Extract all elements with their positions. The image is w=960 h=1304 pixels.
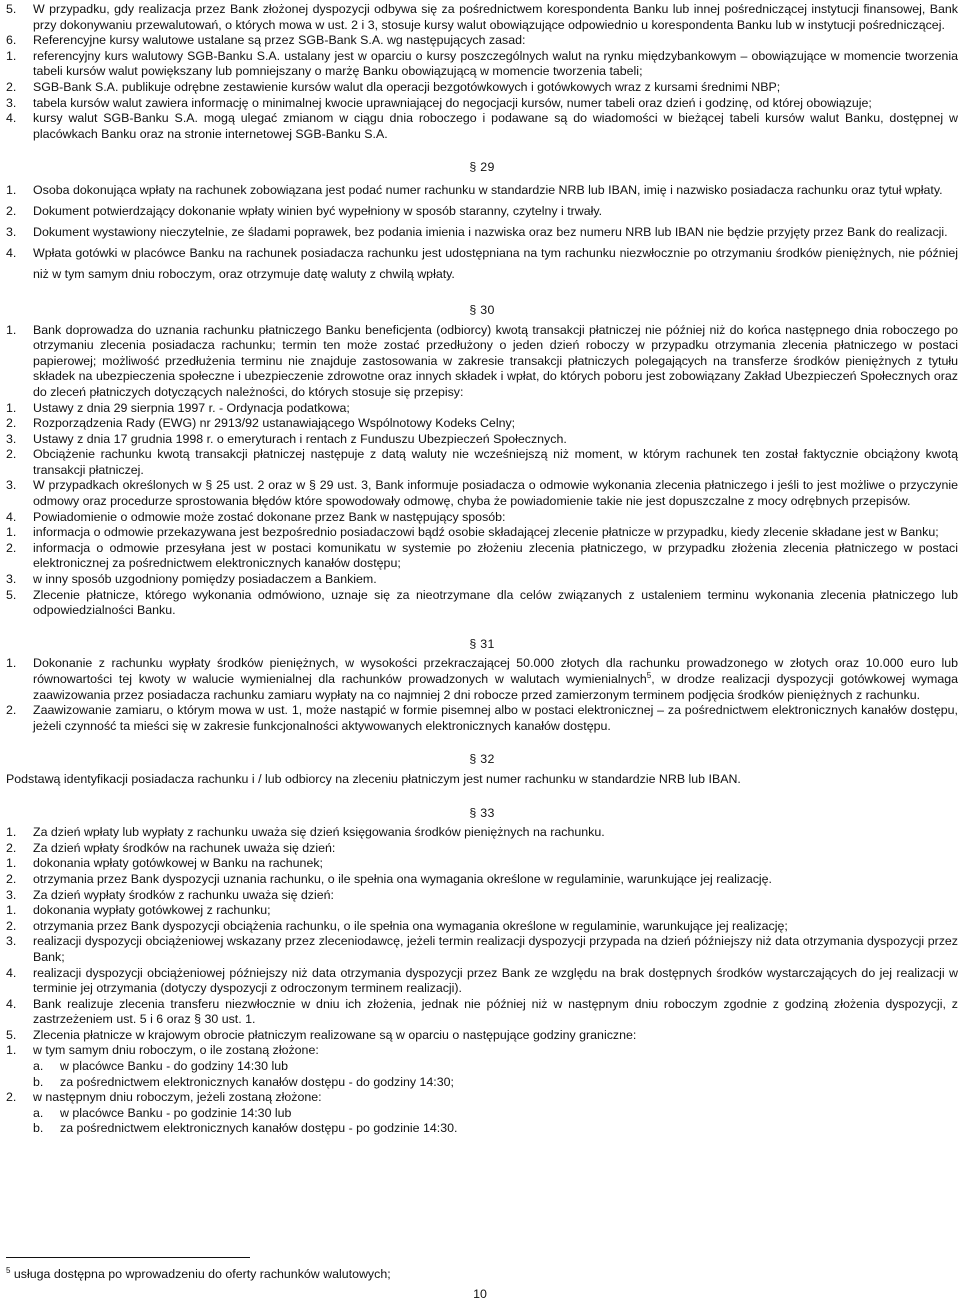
paragraph: 3. W przypadkach określonych w § 25 ust. 2 oraz w § 29 ust. 3, Bank informuje posiadacza o odmowie wykonania zlecenia płatniczego i jeśli to jest możliwe o przyczynie odmowy oraz procedurze sprostowania błędów które spowodowały odmowę, chyba że powiadomienie takie nie jest dopuszczalne z mocy odrębnych przepisów. bbox=[6, 478, 958, 509]
sub-list-item: b. za pośrednictwem elektronicznych kanałów dostępu - do godziny 14:30; bbox=[33, 1074, 454, 1089]
paragraph: 2. Obciążenie rachunku kwotą transakcji płatniczej następuje z datą waluty nie wcześniejszą niż moment, w którym rachunek ten został faktycznie obciążony kwotą transakcji płatniczej. bbox=[6, 447, 958, 477]
list-item: 3. tabela kursów walut zawiera informację o minimalnej kwocie uprawniającej do negocjacji kursów, numer tabeli oraz dzień i godzinę, od której obowiązuje; bbox=[6, 95, 872, 110]
list-item: 4. realizacji dyspozycji obciążeniowej późniejszy niż data otrzymania dyspozycji przez Bank ze względu na brak dostępnych środków wystarczających do jej realizacji w terminie jej otrzymania (dotyczy dyspozycji z odroczonym terminem realizacji). bbox=[6, 965, 958, 996]
page-number: 10 bbox=[473, 1287, 487, 1301]
section-heading-30: § 30 bbox=[469, 302, 495, 317]
paragraph-6: 6. Referencyjne kursy walutowe ustalane są przez SGB-Bank S.A. wg następujących zasad: bbox=[6, 33, 526, 48]
footnote-mark: 5 bbox=[6, 1265, 11, 1275]
paragraph: 2. Zaawizowanie zamiaru, o którym mowa w ust. 1, może nastąpić w formie pisemnej albo w postaci elektronicznej – za pośrednictwem elektronicznych kanałów dostępu, jeżeli czynność ta mieści się w zakresie funkcjonalności aktywowanych elektronicznych kanałów dostępu. bbox=[6, 703, 958, 733]
paragraph: 3. Za dzień wypłaty środków z rachunku uważa się dzień: bbox=[6, 887, 334, 902]
paragraph: 1. Bank doprowadza do uznania rachunku płatniczego Banku beneficjenta (odbiorcy) kwotą transakcji płatniczej nie później niż do końca następnego dnia roboczego po otrzymaniu zlecenia posiadacza rachunku; termin ten może zostać przedłużony o jeden dzień roboczy w przypadku otrzymania zlecenia płatniczego w postaci papierowej; możliwość przedłużenia terminu nie znajduje zastosowania w zakresie transakcji płatniczych polegających na transferze środków pieniężnych z tytułu składek na ubezpieczenia społeczne i ubezpieczenie zdrowotne oraz innych składek i wpłat, do których poboru jest zobowiązany Zakład Ubezpieczeń Społecznych oraz do zleceń płatniczych dotyczących należności, do których stosuje się przepisy: bbox=[6, 322, 958, 399]
list-item: 1. Osoba dokonująca wpłaty na rachunek zobowiązana jest podać numer rachunku w standardzie NRB lub IBAN, imię i nazwisko posiadacza rachunku oraz tytuł wpłaty. bbox=[6, 182, 943, 197]
paragraph: 4. Bank realizuje zlecenia transferu niezwłocznie w dniu ich złożenia, jednak nie później niż w następnym dniu roboczym zgodnie z godziną złożenia dyspozycji, z zastrzeżeniem ust. 5 i 6 oraz § 30 ust. 1. bbox=[6, 996, 958, 1027]
footnote: $^5$ usługa dostępna po wprowadzeniu do oferty rachunków walutowych; bbox=[6, 1265, 391, 1281]
list-item: 2. otrzymania przez Bank dyspozycji obciążenia rachunku, o ile spełnia ona wymagania określone w regulaminie, warunkujące jej realizację; bbox=[6, 918, 788, 933]
paragraph: 4. Powiadomienie o odmowie może zostać dokonane przez Bank w następujący sposób: bbox=[6, 509, 506, 524]
list-item: 2. otrzymania przez Bank dyspozycji uznania rachunku, o ile spełnia ona wymagania określone w regulaminie, warunkujące jej realizację. bbox=[6, 871, 773, 886]
document-page bbox=[6, 2, 958, 1137]
section-30-body bbox=[6, 323, 958, 619]
list-item: 2. Dokument potwierdzający dokonanie wpłaty winien być wypełniony w sposób staranny, czytelny i trwały. bbox=[6, 203, 603, 218]
list-item: 2. Rozporządzenia Rady (EWG) nr 2913/92 ustanawiającego Wspólnotowy Kodeks Celny; bbox=[6, 416, 516, 431]
footnote-separator bbox=[6, 1257, 250, 1258]
section-29-body bbox=[6, 180, 958, 285]
list-item: 1. dokonania wypłaty gotówkowej z rachunku; bbox=[6, 903, 271, 918]
list-item: 1. Ustawy z dnia 29 sierpnia 1997 r. - Ordynacja podatkowa; bbox=[6, 400, 350, 415]
list-item: 3. w inny sposób uzgodniony pomiędzy posiadaczem a Bankiem. bbox=[6, 572, 377, 587]
paragraph: 1. Za dzień wpłaty lub wypłaty z rachunku uważa się dzień księgowania środków pieniężnych na rachunku. bbox=[6, 825, 605, 840]
paragraph: 5. Zlecenie płatnicze, którego wykonania odmówiono, uznaje się za nieotrzymane dla celów związanych z ustaleniem terminu wykonania zlecenia płatniczego lub odpowiedzialności Banku. bbox=[6, 587, 958, 618]
section-31-body bbox=[6, 656, 958, 734]
sub-list-item: a. w placówce Banku - do godziny 14:30 lub bbox=[33, 1059, 288, 1074]
footnote-reference: 5 bbox=[646, 670, 652, 680]
section-32-body: Podstawą identyfikacji posiadacza rachunku i / lub odbiorcy na zleceniu płatniczym jest numer rachunku w standardzie NRB lub IBAN. bbox=[6, 771, 741, 786]
list-item: 4. kursy walut SGB-Banku S.A. mogą ulegać zmianom w ciągu dnia roboczego i podawane są do wiadomości w bieżącej tabeli kursów walut Banku, dostępnej w placówkach Banku oraz na stronie internetowej SGB-Banku S.A. bbox=[6, 111, 958, 141]
sub-list-item: a. w placówce Banku - po godzinie 14:30 lub bbox=[33, 1105, 292, 1120]
paragraph-6-list bbox=[6, 49, 958, 143]
paragraph: 5. Zlecenia płatnicze w krajowym obrocie płatniczym realizowane są w oparciu o następujące godziny graniczne: bbox=[6, 1027, 637, 1042]
paragraph-5: 5. W przypadku, gdy realizacja przez Bank złożonej dyspozycji odbywa się za pośrednictwem korespondenta Banku lub innej pośredniczącej instytucji finansowej, Bank przy dokonywaniu przewalutowań, o których mowa w ust. 2 i 3, stosuje kursy walut obowiązujące odpowiednio u korespondenta Banku lub w instytucji pośredniczącej. bbox=[6, 2, 958, 32]
section-heading-29: § 29 bbox=[469, 160, 495, 175]
paragraph: 1. Dokonanie z rachunku wypłaty środków pieniężnych, w wysokości przekraczającej 50.000 złotych dla rachunku prowadzonego w złotych oraz 10.000 euro lub równowartości tej kwoty w walucie wymienialnej dla rachunków prowadzonych w walutach wymienialnych$^5$, w drodze realizacji dyspozycji gotówkowej wymaga zaawizowania przez posiadacza rachunku zamiaru wypłaty na co najmniej 2 dni robocze przed zamierzonym terminem podjęcia środków pieniężnych z rachunku. bbox=[6, 656, 959, 702]
list-item: 1. w tym samym dniu roboczym, o ile zostaną złożone: bbox=[6, 1043, 319, 1058]
section-heading-32: § 32 bbox=[469, 752, 495, 767]
list-item: 1. dokonania wpłaty gotówkowej w Banku na rachunek; bbox=[6, 856, 323, 871]
section-33-body bbox=[6, 825, 958, 1137]
list-item: 3. Dokument wystawiony nieczytelnie, ze śladami poprawek, bez podania imienia i nazwiska oraz bez numeru NRB lub IBAN nie będzie przyjęty przez Bank do realizacji. bbox=[6, 224, 948, 239]
list-item: 3. realizacji dyspozycji obciążeniowej wskazany przez zleceniodawcę, jeżeli termin realizacji dyspozycji przypada na dzień późniejszy niż data otrzymania dyspozycji przez Bank; bbox=[6, 934, 958, 964]
list-item: 2. SGB-Bank S.A. publikuje odrębne zestawienie kursów walut dla operacji bezgotówkowych i gotówkowych wraz z kursami średnimi NBP; bbox=[6, 79, 781, 94]
paragraph: 2. Za dzień wpłaty środków na rachunek uważa się dzień: bbox=[6, 840, 336, 855]
list-item: 1. informacja o odmowie przekazywana jest bezpośrednio posiadaczowi bądź osobie składającej zlecenie płatnicze w przypadku, kiedy zlecenie składane jest w Banku; bbox=[6, 525, 939, 540]
list-item: 3. Ustawy z dnia 17 grudnia 1998 r. o emeryturach i rentach z Funduszu Ubezpieczeń Społecznych. bbox=[6, 431, 567, 446]
section-heading-31: § 31 bbox=[469, 636, 495, 651]
section-heading-33: § 33 bbox=[469, 805, 495, 820]
list-item: 2. informacja o odmowie przesyłana jest w postaci komunikatu w systemie po złożeniu zlecenia płatniczego, w przypadku złożenia zlecenia płatniczego w postaci elektronicznej za pośrednictwem elektronicznych kanałów dostępu; bbox=[6, 540, 958, 571]
list-item: 4. Wpłata gotówki w placówce Banku na rachunek posiadacza rachunku jest udostępniana na tym rachunku niezwłocznie po otrzymaniu środków pieniężnych, nie później niż w tym samym dniu roboczym, oraz otrzymuje datę waluty z chwilą wpłaty. bbox=[6, 245, 958, 281]
list-item: 2. w następnym dniu roboczym, jeżeli zostaną złożone: bbox=[6, 1090, 322, 1105]
sub-list-item: b. za pośrednictwem elektronicznych kanałów dostępu - po godzinie 14:30. bbox=[33, 1121, 458, 1136]
list-item: 1. referencyjny kurs walutowy SGB-Banku S.A. ustalany jest w oparciu o kursy poszczególnych walut na rynku międzybankowym – obowiązujące w momencie tworzenia tabeli kursów walut powiększany lub pomniejszany o marżę Banku obowiązującą w momencie tworzenia tabeli; bbox=[6, 48, 958, 79]
